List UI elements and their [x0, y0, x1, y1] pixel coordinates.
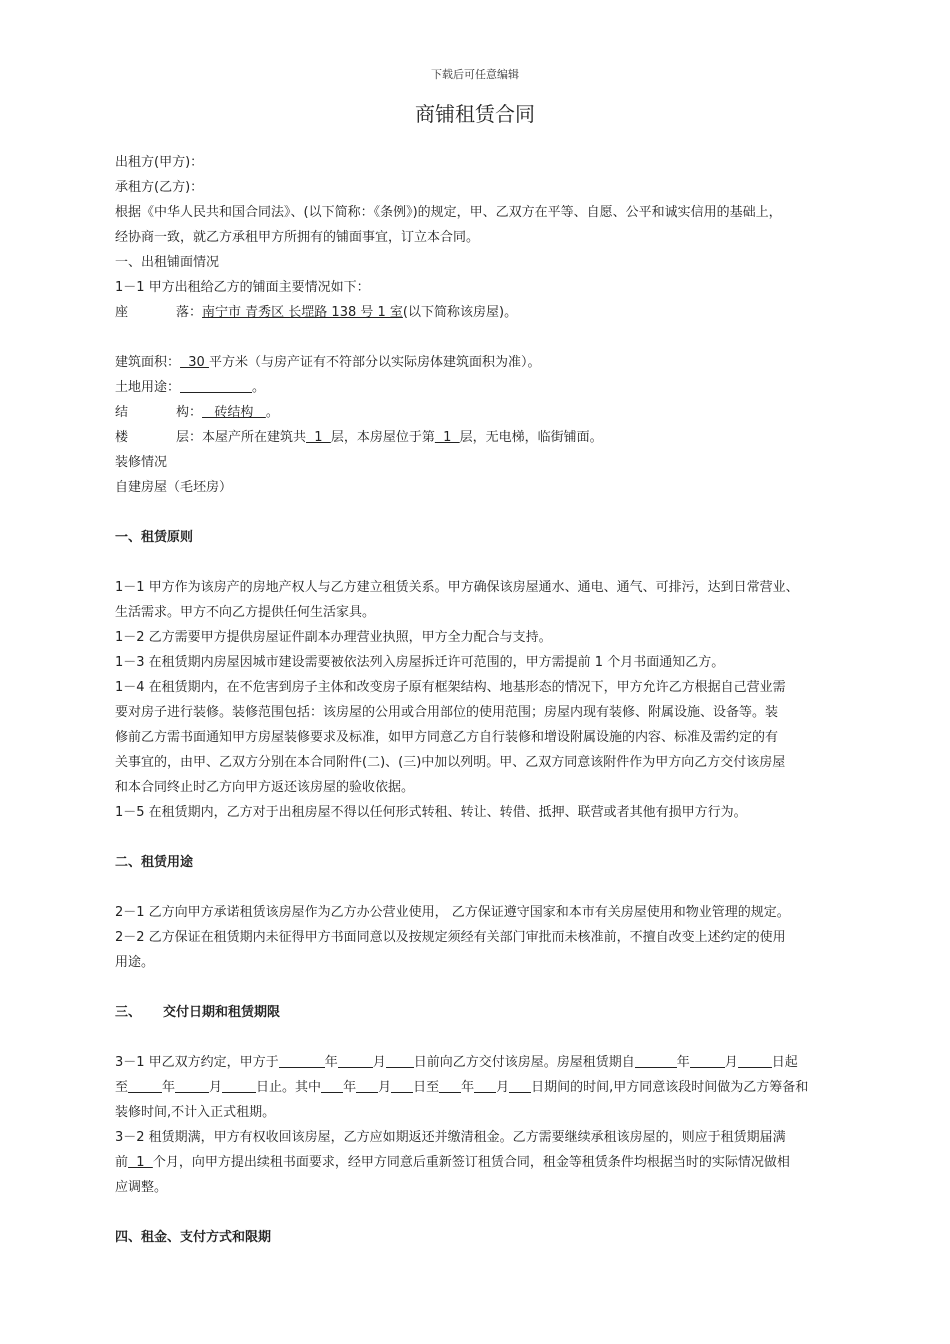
part0-heading: 一、出租铺面情况 [115, 255, 220, 270]
clause-1-4-a: 1－4 在租赁期内，在不危害到房子主体和改变房子原有框架结构、地基形态的情况下，甲方允许乙方根据自己营业需 [115, 680, 786, 695]
clause-1-4-d: 关事宜的，由甲、乙双方分别在本合同附件(二)、(三)中加以列明。甲、乙双方同意该附件作为甲方向乙方交付该房屋 [115, 755, 786, 770]
floor-suffix: 层，无电梯，临街铺面。 [459, 430, 603, 445]
word-year: 年 [461, 1080, 475, 1095]
lessee-line: 承租方(乙方)： [115, 180, 204, 195]
land-use-suffix: 。 [252, 380, 266, 395]
clause-2-2-b: 用途。 [115, 955, 155, 970]
word-to: 至 [115, 1080, 129, 1095]
blank-end-month [175, 1078, 209, 1093]
clause-2-2-a: 2－2 乙方保证在租赁期内未征得甲方书面同意以及按规定须经有关部门审批而未核准前，不擅自改变上述约定的使用 [115, 930, 786, 945]
word-month: 月 [209, 1080, 223, 1095]
start-text: 日起 [771, 1055, 798, 1070]
floor-total: 1 [306, 430, 331, 445]
clause-2-1: 2－1 乙方向甲方承诺租赁该房屋作为乙方办公营业使用， 乙方保证遵守国家和本市有关房屋使用和物业管理的规定。 [115, 905, 790, 920]
blank-start-month [690, 1053, 725, 1068]
structure-label-a: 结 [115, 405, 129, 420]
blank-deliver-day [386, 1053, 414, 1068]
decoration-label: 装修情况 [115, 455, 168, 470]
section-3-heading-line [115, 1000, 870, 1025]
prep-period-text: 日期间的时间,甲方同意该段时间做为乙方筹备和 [531, 1080, 809, 1095]
clause-1-2: 1－2 乙方需要甲方提供房屋证件副本办理营业执照，甲方全力配合与支持。 [115, 630, 552, 645]
clause-1-1-b: 生活需求。甲方不向乙方提供任何生活家具。 [115, 605, 376, 620]
clause-3-2-c: 应调整。 [115, 1180, 168, 1195]
area-label: 建筑面积： [115, 355, 181, 370]
basis-line-1: 根据《中华人民共和国合同法》、(以下简称：《条例》)的规定，甲、乙双方在平等、自愿、公平和诚实信用的基础上， [115, 205, 782, 220]
blank-start-year [635, 1053, 677, 1068]
contract-body [115, 150, 870, 1250]
section-4-heading: 四、租金、支付方式和限期 [115, 1230, 272, 1245]
land-use-line [115, 375, 870, 400]
clause-1-1-a: 1－1 甲方作为该房产的房地产权人与乙方建立租赁关系。甲方确保该房屋通水、通电、通气、可排污，达到日常营业、 [115, 580, 799, 595]
section-3-heading: 交付日期和租赁期限 [163, 1005, 281, 1020]
section-3-number: 三、 [115, 1005, 142, 1020]
clause-1-4-c: 修前乙方需书面通知甲方房屋装修要求及标准，如甲方同意乙方自行装修和增设附属设施的内容、标准及需约定的有 [115, 730, 779, 745]
location-value: 南宁市 青秀区 长堽路 138 号 1 室 [202, 305, 403, 320]
floor-label-a: 楼 [115, 430, 129, 445]
word-year: 年 [324, 1055, 338, 1070]
section-1-heading: 一、租赁原则 [115, 530, 194, 545]
structure-value: 砖结构 [202, 405, 266, 420]
blank-prep-end-year [439, 1078, 461, 1093]
area-value: 30 [180, 355, 209, 370]
clause-3-2-a: 3－2 租赁期满，甲方有权收回该房屋，乙方应如期返还并缴清租金。乙方需要继续承租该房屋的，则应于租赁期届满 [115, 1130, 786, 1145]
location-label-b: 落： [176, 305, 203, 320]
floor-at: 1 [434, 430, 460, 445]
blank-end-year [128, 1078, 162, 1093]
blank-prep-start-year [321, 1078, 343, 1093]
floor-label-b: 层：本屋产所在建筑共 [176, 430, 307, 445]
blank-prep-start-month [356, 1078, 378, 1093]
word-year: 年 [676, 1055, 690, 1070]
lessor-line: 出租方(甲方)： [115, 155, 204, 170]
blank-prep-end-month [474, 1078, 496, 1093]
area-line [115, 350, 870, 375]
word-before: 前 [115, 1155, 129, 1170]
word-month: 月 [372, 1055, 386, 1070]
land-use-blank [180, 378, 252, 393]
word-month: 月 [496, 1080, 510, 1095]
clause-3-1-c: 装修时间,不计入正式租期。 [115, 1105, 276, 1120]
blank-prep-end-day [509, 1078, 531, 1093]
decoration-value: 自建房屋（毛坯房） [115, 480, 233, 495]
clause-1-4-e: 和本合同终止时乙方向甲方返还该房屋的验收依据。 [115, 780, 415, 795]
word-month: 月 [378, 1080, 392, 1095]
word-year: 年 [162, 1080, 176, 1095]
blank-prep-start-day [391, 1078, 413, 1093]
clause-1-3: 1－3 在租赁期内房屋因城市建设需要被依法列入房屋拆迁许可范围的，甲方需提前 1 个月书面通知乙方。 [115, 655, 725, 670]
word-year: 年 [343, 1080, 357, 1095]
word-month: 月 [724, 1055, 738, 1070]
section-2-heading: 二、租赁用途 [115, 855, 194, 870]
clause-3-1-b [115, 1075, 870, 1100]
structure-line [115, 400, 870, 425]
structure-label-b: 构： [176, 405, 203, 420]
blank-start-day [738, 1053, 772, 1068]
day-to-text: 日至 [413, 1080, 440, 1095]
area-suffix: 平方米（与房产证有不符部分以实际房体建筑面积为准）。 [208, 355, 541, 370]
location-label-a: 座 [115, 305, 129, 320]
contract-title: 商铺租赁合同 [415, 102, 535, 126]
renewal-months: 1 [128, 1155, 153, 1170]
blank-deliver-year [279, 1053, 325, 1068]
blank-deliver-month [338, 1053, 373, 1068]
clause-1-5: 1－5 在租赁期内，乙方对于出租房屋不得以任何形式转租、转让、转借、抵押、联营或者其他有损甲方行为。 [115, 805, 747, 820]
renewal-text: 个月，向甲方提出续租书面要求，经甲方同意后重新签订租赁合同，租金等租赁条件均根据当时的实际情况做相 [152, 1155, 790, 1170]
basis-line-2: 经协商一致，就乙方承租甲方所拥有的铺面事宜，订立本合同。 [115, 230, 480, 245]
end-text: 日止。其中 [256, 1080, 322, 1095]
clause-3-2-b [115, 1150, 870, 1175]
clause-1-4-b: 要对房子进行装修。装修范围包括：该房屋的公用或合用部位的使用范围；房屋内现有装修、附属设施、设备等。装 [115, 705, 779, 720]
header-note: 下载后可任意编辑 [431, 68, 519, 81]
location-suffix: (以下简称该房屋)。 [402, 305, 518, 320]
floor-line [115, 425, 870, 450]
blank-end-day [222, 1078, 256, 1093]
clause-0-1: 1－1 甲方出租给乙方的铺面主要情况如下： [115, 280, 370, 295]
clause-3-1-a [115, 1050, 870, 1075]
clause-3-1-prefix: 3－1 甲乙双方约定，甲方于 [115, 1055, 279, 1070]
structure-suffix: 。 [265, 405, 279, 420]
location-line [115, 300, 870, 325]
floor-mid: 层，本房屋位于第 [330, 430, 435, 445]
deliver-text: 日前向乙方交付该房屋。房屋租赁期自 [413, 1055, 635, 1070]
land-use-label: 土地用途： [115, 380, 181, 395]
